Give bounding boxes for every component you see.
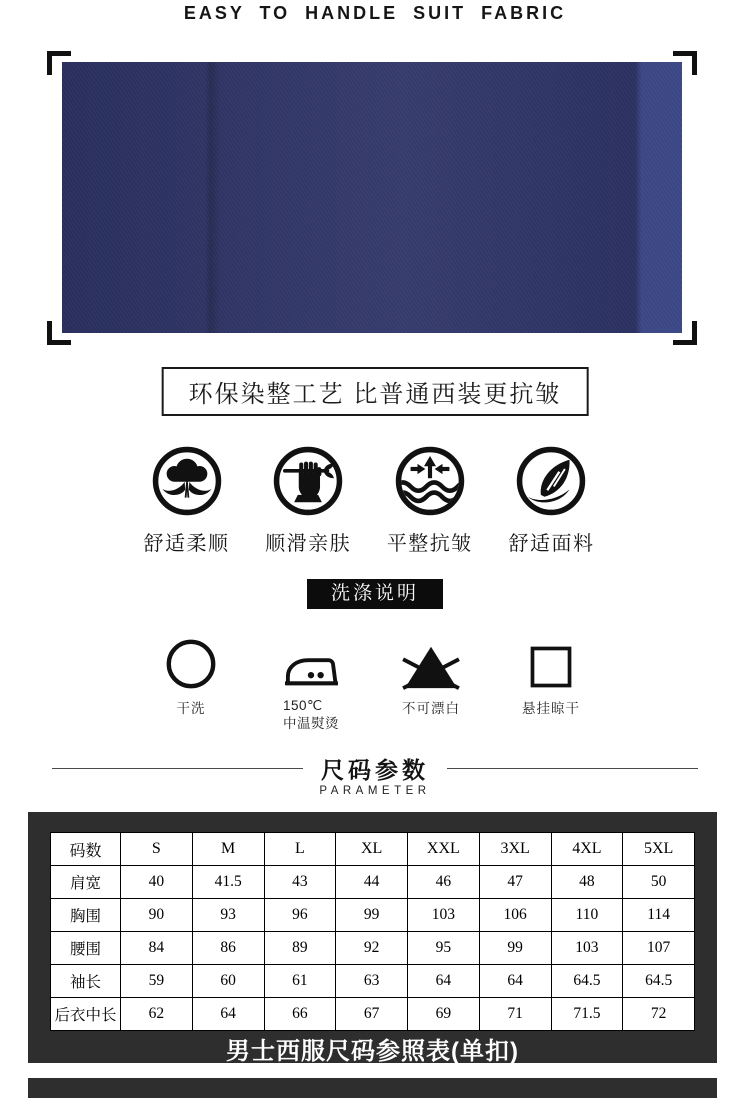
washing-title-badge [307, 579, 443, 609]
fist-branch-icon [271, 444, 345, 518]
feature-item [252, 444, 365, 556]
value-cell: 64 [408, 965, 480, 998]
feature-label: 顺滑亲肤 [265, 533, 352, 555]
fabric-photo [62, 62, 682, 333]
value-cell: 63 [336, 965, 408, 998]
value-cell: 110 [551, 899, 623, 932]
value-cell: 99 [336, 899, 408, 932]
value-cell: 84 [121, 932, 193, 965]
value-cell: 60 [192, 965, 264, 998]
bottom-section-bar [28, 1078, 717, 1098]
washing-item-label: 不可漂白 [402, 701, 460, 716]
value-cell: 71 [479, 998, 551, 1031]
value-cell: 92 [336, 932, 408, 965]
washing-item [380, 636, 482, 733]
wave-arrows-icon [393, 444, 467, 518]
fabric-photo-frame [47, 51, 697, 345]
header-cell: XL [336, 833, 408, 866]
value-cell: 72 [623, 998, 695, 1031]
value-cell: 61 [264, 965, 336, 998]
feature-label: 平整抗皱 [386, 533, 473, 555]
value-cell: 64.5 [551, 965, 623, 998]
washing-item [140, 636, 242, 733]
washing-item [260, 636, 362, 733]
size-table-panel [28, 812, 717, 1063]
table-row [51, 899, 695, 932]
value-cell: 44 [336, 866, 408, 899]
washing-item-label: 悬挂晾干 [522, 701, 580, 716]
table-row [51, 866, 695, 899]
leaf-icon [514, 444, 588, 518]
value-cell: 64 [479, 965, 551, 998]
table-row [51, 998, 695, 1031]
value-cell: 62 [121, 998, 193, 1031]
iron-icon [260, 636, 362, 692]
value-cell: 95 [408, 932, 480, 965]
feature-label: 舒适柔顺 [143, 533, 230, 555]
value-cell: 103 [551, 932, 623, 965]
value-cell: 41.5 [192, 866, 264, 899]
feature-label: 舒适面料 [508, 533, 595, 555]
value-cell: 114 [623, 899, 695, 932]
value-cell: 93 [192, 899, 264, 932]
washing-item [500, 636, 602, 733]
row-label-cell: 肩宽 [51, 866, 121, 899]
iron-temp-text: 150℃ [283, 698, 323, 713]
no-bleach-triangle-icon [380, 636, 482, 692]
hang-dry-square-icon [500, 636, 602, 692]
parameter-title-en: PARAMETER [319, 785, 431, 797]
header-cell: M [192, 833, 264, 866]
row-label-cell: 袖长 [51, 965, 121, 998]
header-cell: 3XL [479, 833, 551, 866]
feature-item [373, 444, 486, 556]
row-label-cell: 腰围 [51, 932, 121, 965]
iron-mode-text: 中温熨烫 [283, 715, 339, 731]
value-cell: 67 [336, 998, 408, 1031]
value-cell: 40 [121, 866, 193, 899]
value-cell: 86 [192, 932, 264, 965]
feature-item [495, 444, 608, 556]
value-cell: 71.5 [551, 998, 623, 1031]
table-row [51, 932, 695, 965]
header-cell: S [121, 833, 193, 866]
table-caption: 男士西服尺码参照表(单扣) [226, 1038, 519, 1065]
value-cell: 89 [264, 932, 336, 965]
washing-item-label: 干洗 [176, 701, 206, 716]
value-cell: 107 [623, 932, 695, 965]
value-cell: 66 [264, 998, 336, 1031]
divider-line [447, 768, 698, 769]
page-title: EASY TO HANDLE SUIT FABRIC [183, 3, 567, 23]
washing-icons-row [140, 636, 602, 733]
slogan-box [162, 367, 589, 416]
parameter-header [52, 752, 698, 785]
value-cell: 96 [264, 899, 336, 932]
washing-title-text: 洗涤说明 [330, 583, 419, 604]
features-row [130, 444, 608, 556]
value-cell: 46 [408, 866, 480, 899]
value-cell: 99 [479, 932, 551, 965]
header-cell: 4XL [551, 833, 623, 866]
slogan-text: 环保染整工艺 比普通西装更抗皱 [188, 381, 562, 408]
value-cell: 69 [408, 998, 480, 1031]
header-cell: 码数 [51, 833, 121, 866]
cotton-icon [150, 444, 224, 518]
header-cell: XXL [408, 833, 480, 866]
feature-item [130, 444, 243, 556]
divider-line [52, 768, 303, 769]
header-cell: 5XL [623, 833, 695, 866]
value-cell: 103 [408, 899, 480, 932]
row-label-cell: 后衣中长 [51, 998, 121, 1031]
parameter-title-cn: 尺码参数 [321, 757, 429, 783]
header-cell: L [264, 833, 336, 866]
value-cell: 64 [192, 998, 264, 1031]
size-table [50, 832, 695, 1031]
value-cell: 90 [121, 899, 193, 932]
value-cell: 50 [623, 866, 695, 899]
value-cell: 64.5 [623, 965, 695, 998]
value-cell: 106 [479, 899, 551, 932]
table-row [51, 965, 695, 998]
row-label-cell: 胸围 [51, 899, 121, 932]
table-header-row [51, 833, 695, 866]
value-cell: 43 [264, 866, 336, 899]
washing-item-label [283, 697, 339, 732]
value-cell: 48 [551, 866, 623, 899]
value-cell: 47 [479, 866, 551, 899]
value-cell: 59 [121, 965, 193, 998]
dry-clean-circle-icon [140, 636, 242, 692]
